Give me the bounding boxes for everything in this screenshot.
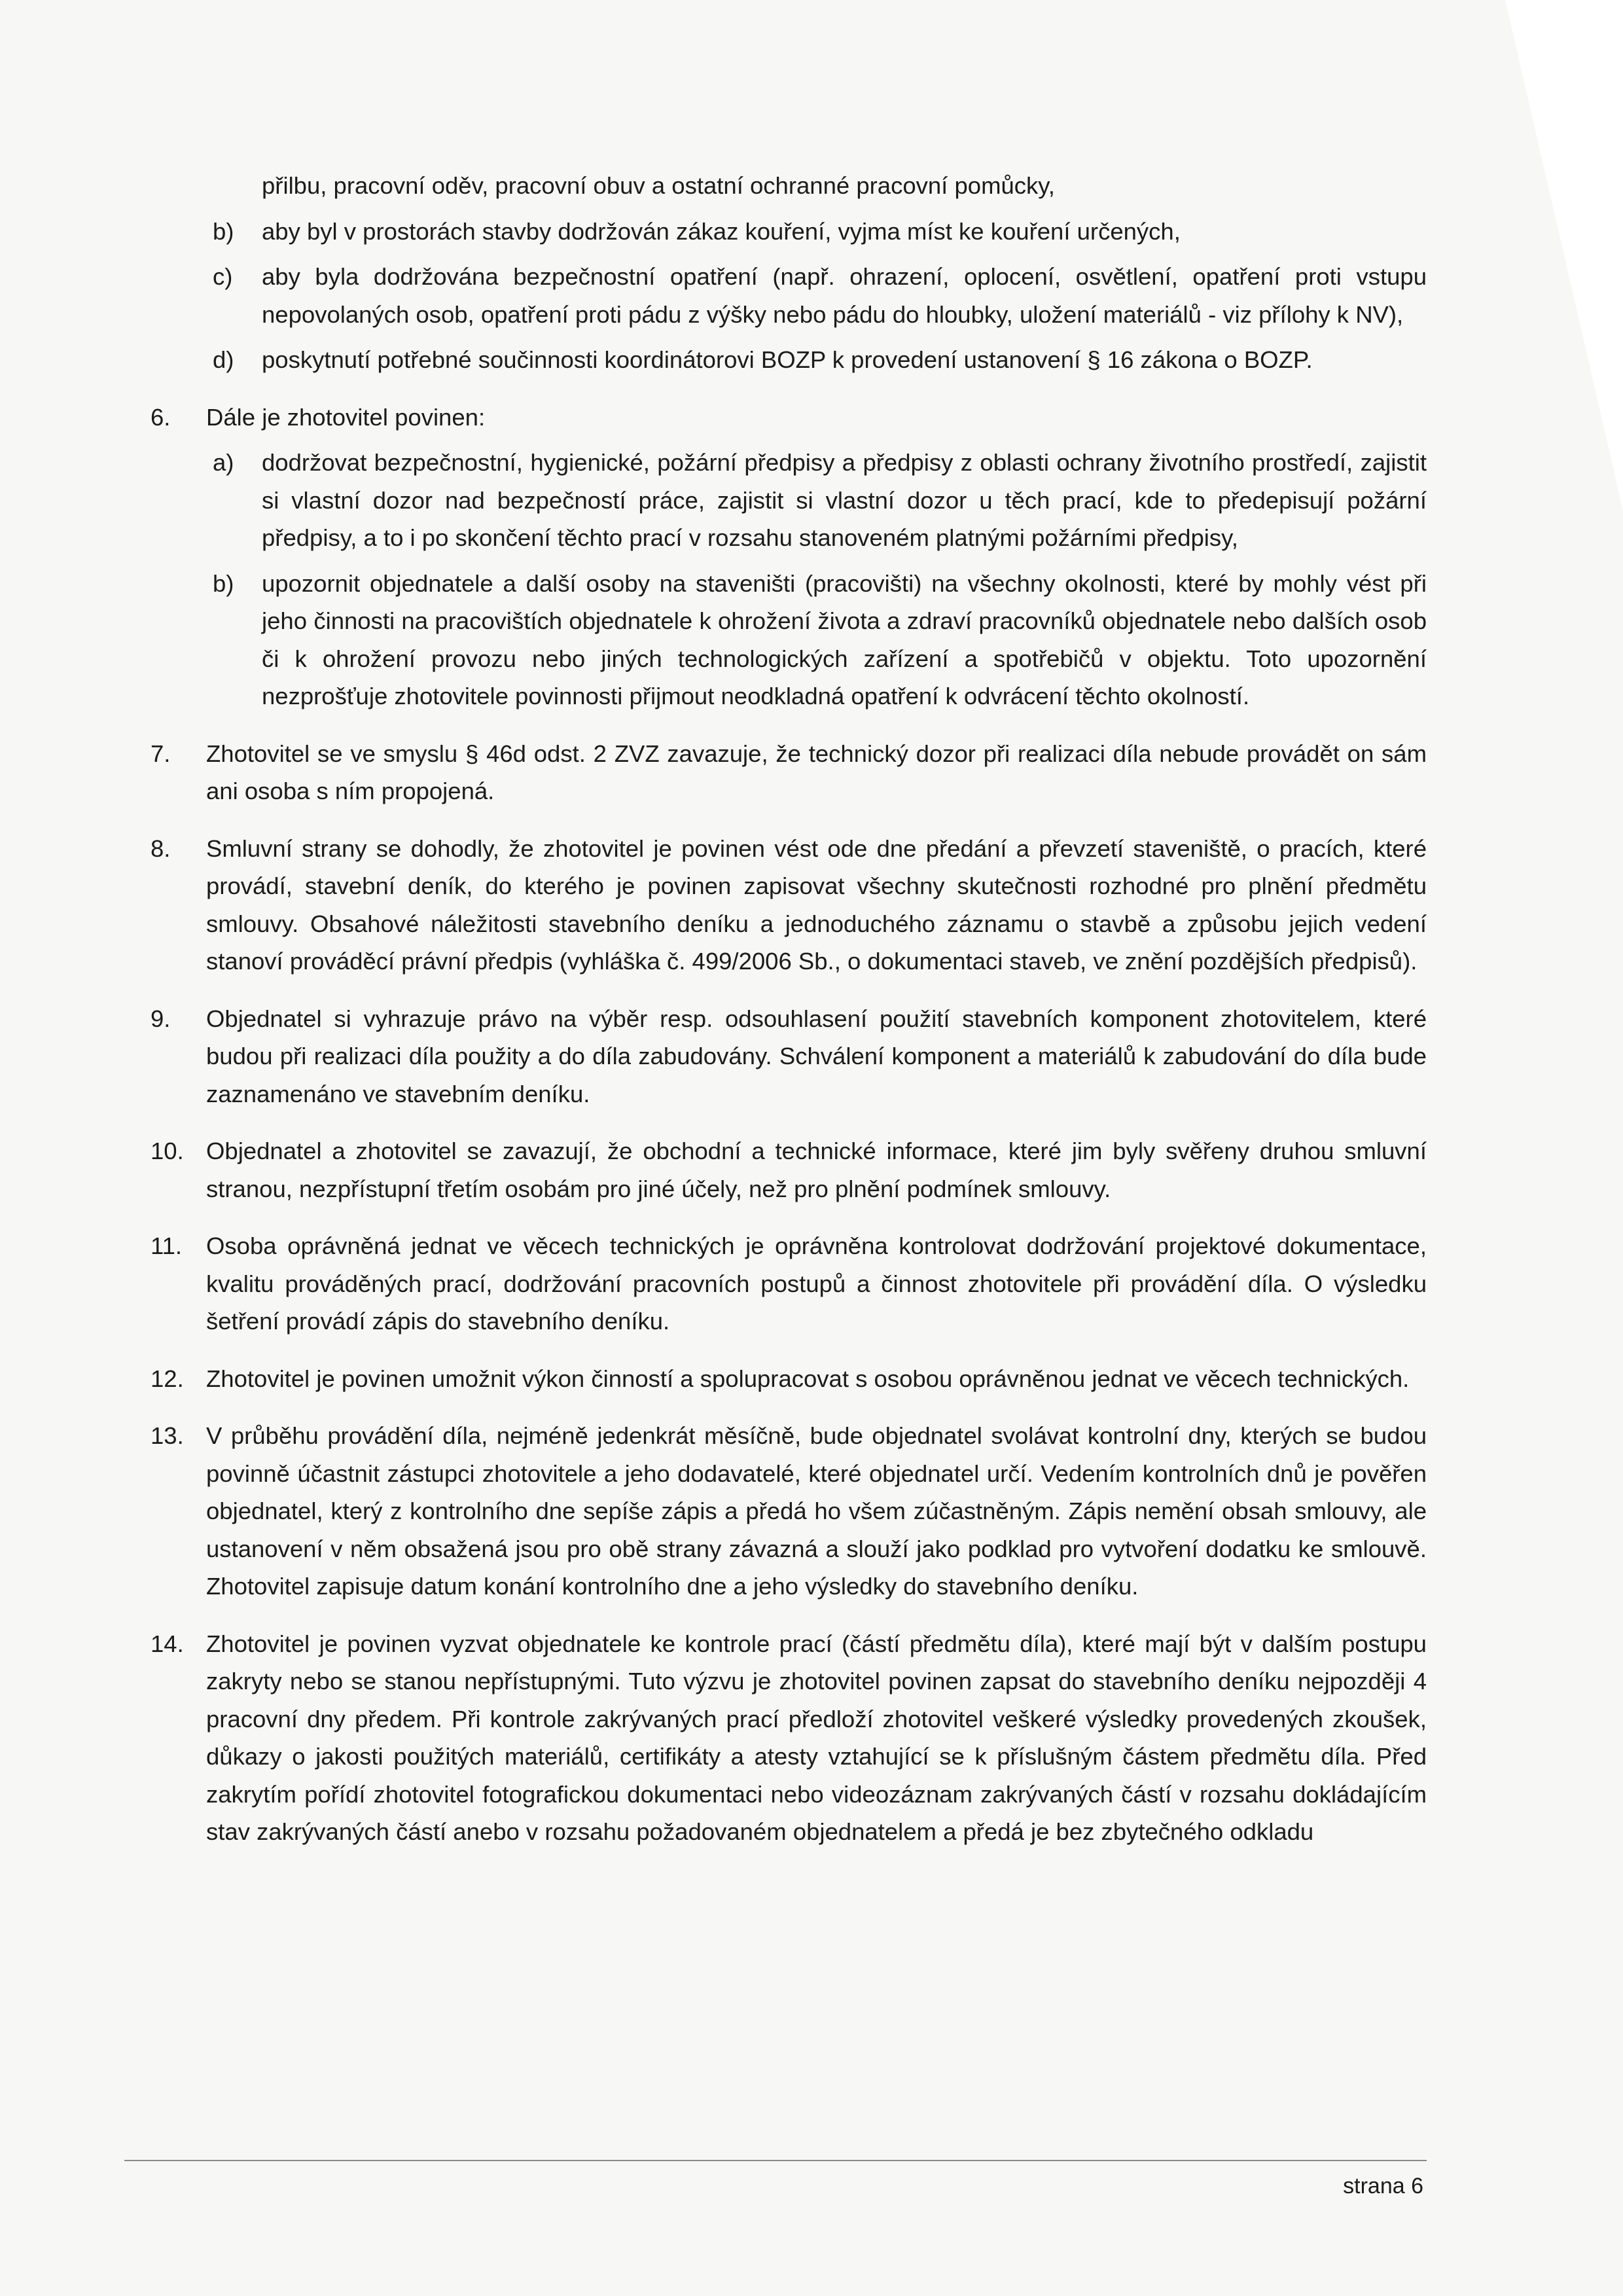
clause-text: Zhotovitel je povinen vyzvat objednatele ke kontrole prací (částí předmětu díla), které mají být v dalším postupu zakryty nebo se stanou nepřístupnými. Tuto výzvu je zhotovitel povinen zapsat do stavebního deníku nejpozději 4 pracovní dny předem. Při kontrole zakrývaných prací předloží zhotovitel veškeré výsledky provedených zkoušek, důkazy o jakosti použitých materiálů, certifikáty a atesty vztahující se k příslušným částem předmětu díla. Před zakrytím pořídí zhotovitel fotografickou dokumentaci nebo videozáznam zakrývaných částí v rozsahu dokládajícím stav zakrývaných částí anebo v rozsahu požadovaném objednatelem a předá je bez zbytečného odkladu [206,1630,1427,1845]
clause-number: 7. [151,740,171,767]
continued-list-item [151,167,1427,205]
list-item-text: aby byl v prostorách stavby dodržován zákaz kouření, vyjma míst ke kouření určených, [262,217,1181,245]
clause-number: 14. [151,1630,184,1657]
list-item-text: poskytnutí potřebné součinnosti koordinátorovi BOZP k provedení ustanovení § 16 zákona o BOZP. [262,346,1313,373]
list-item-d [151,341,1427,379]
clause-8 [151,830,1427,980]
clause-text: Osoba oprávněná jednat ve věcech technických je oprávněna kontrolovat dodržování projektové dokumentace, kvalitu prováděných prací, dodržování pracovních postupů a činnost zhotovitele při provádění díla. O výsledku šetření provádí zápis do stavebního deníku. [206,1232,1427,1335]
footer-divider [124,2160,1427,2161]
list-item-marker: b) [213,217,234,245]
clause-text: Objednatel si vyhrazuje právo na výběr resp. odsouhlasení použití stavebních komponent zhotovitelem, které budou při realizaci díla použity a do díla zabudovány. Schválení komponent a materiálů k zabudování do díla bude zaznamenáno ve stavebním deníku. [206,1005,1427,1107]
clause-text: Objednatel a zhotovitel se zavazují, že obchodní a technické informace, které jim byly svěřeny druhou smluvní stranou, nezpřístupní třetím osobám pro jiné účely, než pro plnění podmínek smlouvy. [206,1138,1427,1202]
list-item-marker: a) [213,449,234,476]
clause-text: Dále je zhotovitel povinen: [206,403,486,431]
clause-number: 8. [151,834,171,862]
document-body [151,167,1427,1851]
clause-12 [151,1360,1427,1398]
list-item-text: upozornit objednatele a další osoby na staveništi (pracovišti) na všechny okolnosti, které by mohly vést při jeho činnosti na pracovištích objednatele k ohrožení života a zdraví pracovníků objednatele nebo dalších osob či k ohrožení provozu nebo jiných technologických zařízení a spotřebičů v objektu. Toto upozornění nezprošťuje zhotovitele povinnosti přijmout neodkladná opatření k odvrácení těchto okolností. [262,569,1427,709]
clause-text: V průběhu provádění díla, nejméně jedenkrát měsíčně, bude objednatel svolávat kontrolní dny, kterých se budou povinně účastnit zástupci zhotovitele a jeho dodavatelé, které objednatel určí. Vedením kontrolních dnů je pověřen objednatel, který z kontrolního dne sepíše zápis a předá ho všem zúčastněným. Zápis nemění obsah smlouvy, ale ustanovení v něm obsažená jsou pro obě strany závazná a slouží jako podklad pro vytvoření dodatku ke smlouvě. Zhotovitel zapisuje datum konání kontrolního dne a jeho výsledky do stavebního deníku. [206,1422,1427,1600]
clause-7 [151,735,1427,810]
clause-14 [151,1625,1427,1851]
clause-6 [151,399,1427,437]
clause-number: 6. [151,403,171,431]
clause-number: 10. [151,1138,184,1164]
list-item-marker: d) [213,346,234,373]
list-item-a [151,444,1427,557]
clause-9 [151,1000,1427,1113]
clause-number: 12. [151,1365,184,1392]
list-item-b [151,213,1427,251]
clause-number: 11. [151,1232,183,1259]
list-item-text: přilbu, pracovní oděv, pracovní obuv a ostatní ochranné pracovní pomůcky, [262,172,1055,199]
clause-number: 9. [151,1005,171,1032]
page-fold-shadow [1505,0,1623,511]
clause-text: Smluvní strany se dohodly, že zhotovitel je povinen vést ode dne předání a převzetí staveniště, o pracích, které provádí, stavební deník, do kterého je povinen zapisovat všechny skutečnosti rozhodné pro plnění předmětu smlouvy. Obsahové náležitosti stavebního deníku a jednoduchého záznamu o stavbě a způsobu jejich vedení stanoví prováděcí právní předpis (vyhláška č. 499/2006 Sb., o dokumentaci staveb, ve znění pozdějších předpisů). [206,834,1427,975]
list-item-c [151,258,1427,333]
clause-number: 13. [151,1422,184,1449]
list-item-text: dodržovat bezpečnostní, hygienické, požární předpisy a předpisy z oblasti ochrany životního prostředí, zajistit si vlastní dozor nad bezpečností práce, zajistit si vlastní dozor u těch prací, kde to předepisují požární předpisy, a to i po skončení těchto prací v rozsahu stanoveném platnými požárními předpisy, [262,449,1427,551]
page-number: strana 6 [1343,2174,1423,2198]
list-item-b [151,565,1427,715]
clause-text: Zhotovitel je povinen umožnit výkon činností a spolupracovat s osobou oprávněnou jednat ve věcech technických. [206,1365,1410,1392]
clause-11 [151,1227,1427,1340]
clause-10 [151,1132,1427,1208]
clause-13 [151,1417,1427,1605]
clause-text: Zhotovitel se ve smyslu § 46d odst. 2 ZVZ zavazuje, že technický dozor při realizaci díla nebude provádět on sám ani osoba s ním propojená. [206,740,1427,804]
list-item-marker: c) [213,263,233,290]
list-item-marker: b) [213,569,234,597]
list-item-text: aby byla dodržována bezpečnostní opatření (např. ohrazení, oplocení, osvětlení, opatření proti vstupu nepovolaných osob, opatření proti pádu z výšky nebo pádu do hloubky, uložení materiálů - viz přílohy k NV), [262,263,1427,328]
